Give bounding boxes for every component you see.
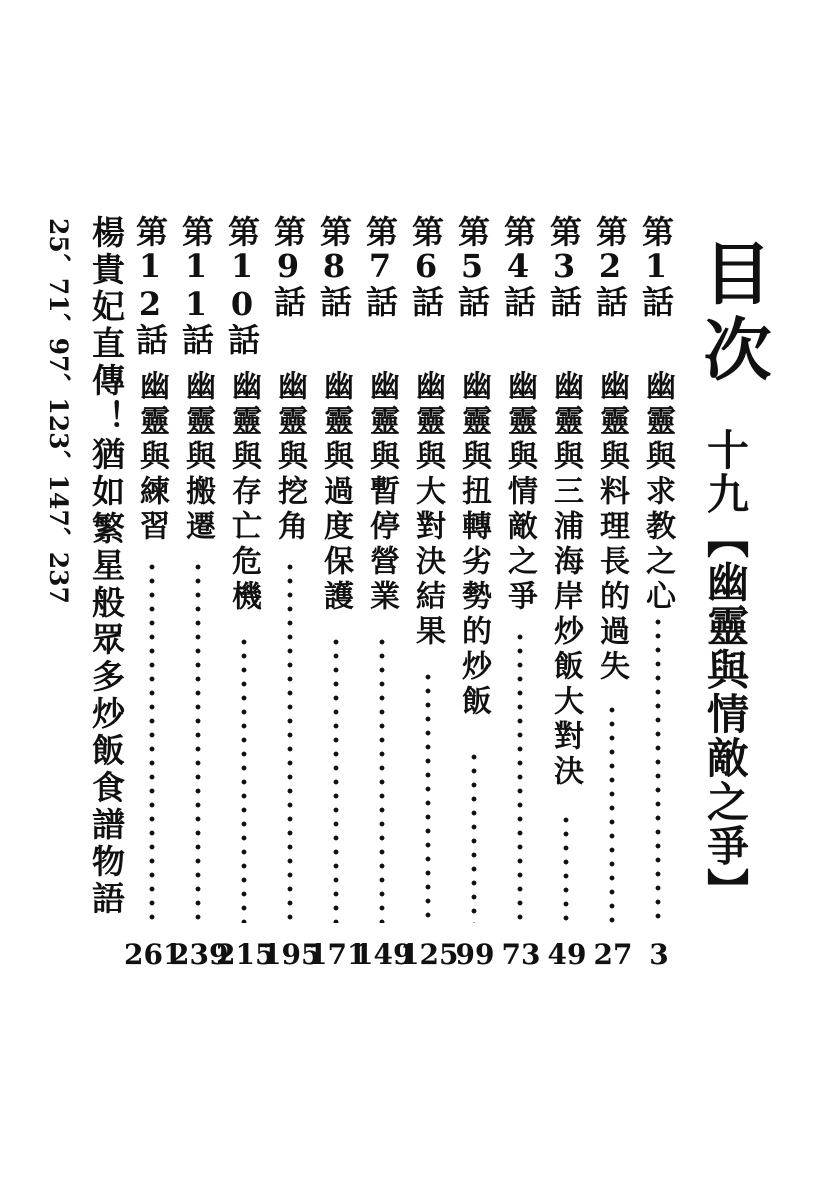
- toc-entry-7[interactable]: [354, 215, 413, 975]
- chapter-title: 幽靈與料理長的過失: [594, 370, 629, 685]
- chapter-page: 27: [593, 938, 633, 971]
- chapter-page: 239: [170, 938, 229, 971]
- chapter-page: 73: [501, 938, 541, 971]
- chapter-number: 第12話: [131, 215, 169, 355]
- chapter-title: 幽靈與情敵之爭: [502, 370, 537, 615]
- toc-entry-5[interactable]: [452, 215, 498, 975]
- chapter-page: 49: [547, 938, 587, 971]
- chapter-number: 第4話: [499, 215, 537, 317]
- chapter-number: 第6話: [407, 215, 445, 317]
- toc-entry-12[interactable]: [124, 215, 183, 975]
- leader-dots: [149, 560, 155, 923]
- leader-dots: [655, 615, 661, 923]
- chapter-title: 幽靈與練習: [134, 370, 169, 545]
- chapter-title: 幽靈與過度保護: [318, 370, 353, 615]
- chapter-number: 第8話: [315, 215, 353, 317]
- chapter-number: 第5話: [453, 215, 491, 317]
- chapter-page: 99: [455, 938, 495, 971]
- chapter-number: 第1話: [637, 215, 675, 317]
- leader-dots: [471, 750, 477, 923]
- leader-dots: [517, 630, 523, 923]
- toc-entry-10[interactable]: [216, 215, 275, 975]
- page-title: 目次: [692, 238, 772, 390]
- chapter-page: 261: [124, 938, 183, 971]
- chapter-number: 第3話: [545, 215, 583, 317]
- toc-entry-11[interactable]: [170, 215, 229, 975]
- chapter-title: 幽靈與存亡危機: [226, 370, 261, 615]
- leader-dots: [609, 703, 615, 923]
- chapter-number: 第9話: [269, 215, 307, 317]
- volume-subtitle: 十九【幽靈與情敵之爭】: [701, 428, 750, 912]
- chapter-page: 195: [262, 938, 321, 971]
- toc-entry-9[interactable]: [262, 215, 321, 975]
- leader-dots: [425, 670, 431, 923]
- toc-entry-8[interactable]: [308, 215, 367, 975]
- chapter-number: 第10話: [223, 215, 261, 355]
- toc-entry-4[interactable]: [498, 215, 544, 975]
- chapter-title: 幽靈與搬遷: [180, 370, 215, 545]
- toc-entry-3[interactable]: [544, 215, 590, 975]
- leader-dots: [195, 560, 201, 923]
- chapter-title: 幽靈與扭轉劣勢的炒飯: [456, 370, 491, 720]
- toc-entry-1[interactable]: [636, 215, 682, 975]
- chapter-page: 215: [216, 938, 275, 971]
- chapter-title: 幽靈與大對決結果: [410, 370, 445, 650]
- leader-dots: [241, 635, 247, 923]
- chapter-title: 幽靈與三浦海岸炒飯大對決: [548, 370, 583, 790]
- leader-dots: [563, 813, 569, 923]
- leader-dots: [333, 635, 339, 923]
- chapter-number: 第11話: [177, 215, 215, 355]
- bonus-title[interactable]: 楊貴妃直傳！猶如繁星般眾多炒飯食譜物語: [87, 215, 126, 918]
- chapter-title: 幽靈與暫停營業: [364, 370, 399, 615]
- bonus-pages: 25、71、97、123、147、237: [44, 218, 73, 604]
- chapter-page: 125: [400, 938, 459, 971]
- chapter-page: 3: [649, 938, 669, 971]
- chapter-number: 第2話: [591, 215, 629, 317]
- toc-entry-2[interactable]: [590, 215, 636, 975]
- chapter-page: 149: [354, 938, 413, 971]
- leader-dots: [379, 635, 385, 923]
- chapter-number: 第7話: [361, 215, 399, 317]
- chapter-page: 171: [308, 938, 367, 971]
- chapter-title: 幽靈與求教之心: [640, 370, 675, 615]
- leader-dots: [287, 560, 293, 923]
- toc-entry-6[interactable]: [400, 215, 459, 975]
- chapter-title: 幽靈與挖角: [272, 370, 307, 545]
